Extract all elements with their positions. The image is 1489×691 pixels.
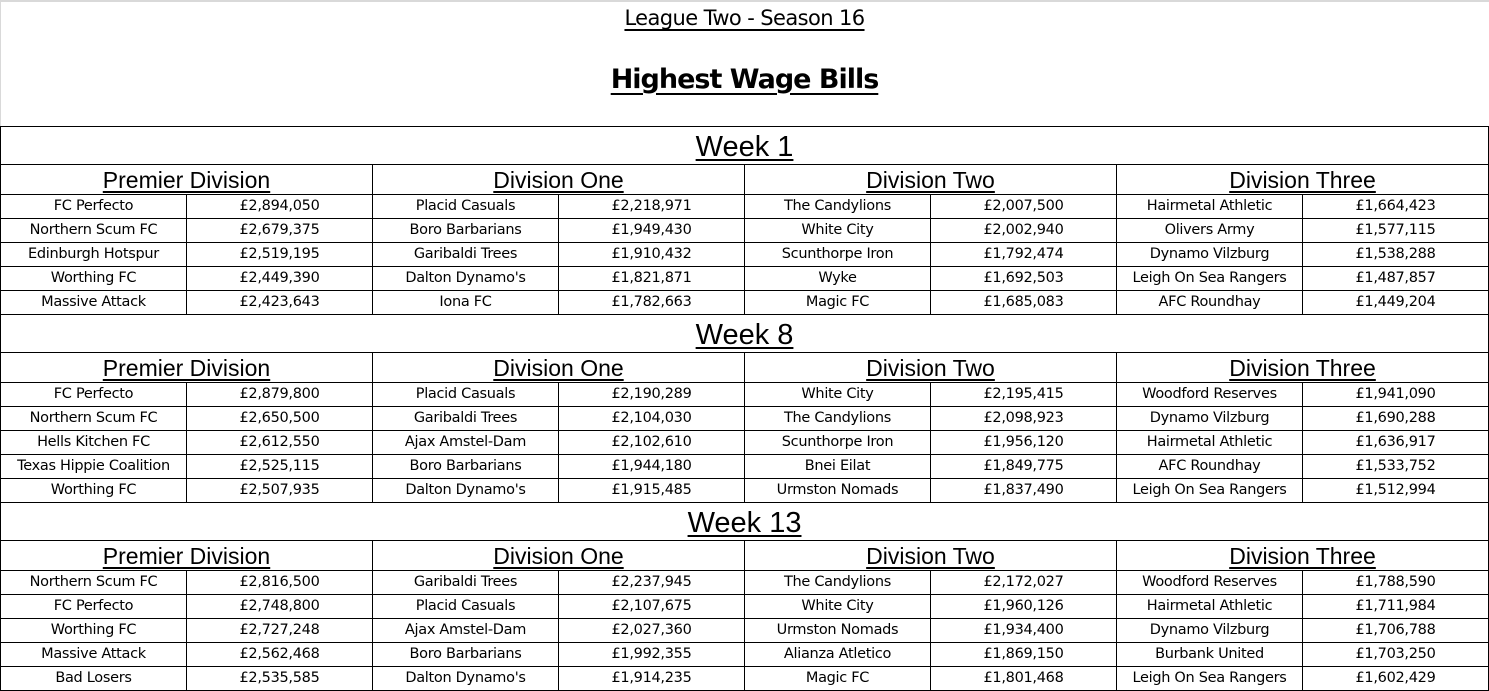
division-name: Division Two <box>866 543 995 569</box>
wage-bill-cell: £1,821,871 <box>559 267 745 291</box>
team-name-cell: Bnei Eilat <box>745 455 931 479</box>
division-header-division-one <box>373 165 745 195</box>
team-name-cell: Urmston Nomads <box>745 479 931 503</box>
team-name-cell: Leigh On Sea Rangers <box>1117 267 1303 291</box>
wage-bill-cell: £2,423,643 <box>187 291 373 315</box>
division-name: Division One <box>493 543 624 569</box>
wage-bill-cell: £2,894,050 <box>187 195 373 219</box>
team-name-cell: Scunthorpe Iron <box>745 243 931 267</box>
team-name-cell: The Candylions <box>745 571 931 595</box>
team-name-cell: Texas Hippie Coalition <box>1 455 187 479</box>
table-row <box>1 479 1489 503</box>
division-header-row <box>1 165 1489 195</box>
team-name-cell: Woodford Reserves <box>1117 383 1303 407</box>
team-name-cell: AFC Roundhay <box>1117 455 1303 479</box>
team-name-cell: Wyke <box>745 267 931 291</box>
wage-bill-cell: £1,837,490 <box>931 479 1117 503</box>
team-name-cell: Magic FC <box>745 291 931 315</box>
division-name: Premier Division <box>102 355 271 381</box>
wage-bill-cell: £1,636,917 <box>1303 431 1489 455</box>
wage-bill-cell: £2,748,800 <box>187 595 373 619</box>
team-name-cell: Bad Losers <box>1 667 187 691</box>
week-header-row <box>1 127 1489 165</box>
wage-bill-cell: £1,690,288 <box>1303 407 1489 431</box>
wage-bill-cell: £1,512,994 <box>1303 479 1489 503</box>
wage-bill-cell: £1,910,432 <box>559 243 745 267</box>
wage-bill-cell: £1,801,468 <box>931 667 1117 691</box>
wage-bill-cell: £2,449,390 <box>187 267 373 291</box>
team-name-cell: Dalton Dynamo's <box>373 479 559 503</box>
wage-bill-cell: £2,525,115 <box>187 455 373 479</box>
team-name-cell: AFC Roundhay <box>1117 291 1303 315</box>
wage-bill-cell: £2,102,610 <box>559 431 745 455</box>
team-name-cell: Burbank United <box>1117 643 1303 667</box>
division-header-division-two <box>745 541 1117 571</box>
wage-bill-cell: £1,685,083 <box>931 291 1117 315</box>
wage-bill-cell: £1,711,984 <box>1303 595 1489 619</box>
team-name-cell: Placid Casuals <box>373 595 559 619</box>
team-name-cell: FC Perfecto <box>1 383 187 407</box>
division-header-division-three <box>1117 541 1489 571</box>
week-label: Week 1 <box>695 131 794 163</box>
team-name-cell: Hells Kitchen FC <box>1 431 187 455</box>
division-header-row <box>1 541 1489 571</box>
division-header-division-one <box>373 541 745 571</box>
division-header-premier-division <box>1 353 373 383</box>
team-name-cell: Garibaldi Trees <box>373 243 559 267</box>
team-name-cell: Hairmetal Athletic <box>1117 195 1303 219</box>
wage-bill-cell: £1,706,788 <box>1303 619 1489 643</box>
division-header-division-two <box>745 353 1117 383</box>
team-name-cell: Scunthorpe Iron <box>745 431 931 455</box>
wage-bill-cell: £2,519,195 <box>187 243 373 267</box>
week-header-row <box>1 315 1489 353</box>
team-name-cell: Worthing FC <box>1 619 187 643</box>
table-row <box>1 407 1489 431</box>
team-name-cell: The Candylions <box>745 407 931 431</box>
week-header <box>1 503 1489 541</box>
team-name-cell: Massive Attack <box>1 291 187 315</box>
team-name-cell: Edinburgh Hotspur <box>1 243 187 267</box>
division-header-row <box>1 353 1489 383</box>
wage-bill-cell: £1,449,204 <box>1303 291 1489 315</box>
division-header-premier-division <box>1 541 373 571</box>
wage-bill-cell: £2,172,027 <box>931 571 1117 595</box>
wage-bills-table <box>0 126 1489 691</box>
wage-bill-cell: £2,650,500 <box>187 407 373 431</box>
wage-bill-cell: £1,849,775 <box>931 455 1117 479</box>
week-header <box>1 127 1489 165</box>
wage-bill-cell: £1,487,857 <box>1303 267 1489 291</box>
wage-bill-cell: £2,507,935 <box>187 479 373 503</box>
team-name-cell: White City <box>745 595 931 619</box>
table-row <box>1 243 1489 267</box>
team-name-cell: FC Perfecto <box>1 195 187 219</box>
division-header-premier-division <box>1 165 373 195</box>
wage-bill-cell: £2,002,940 <box>931 219 1117 243</box>
team-name-cell: FC Perfecto <box>1 595 187 619</box>
wage-bill-cell: £2,535,585 <box>187 667 373 691</box>
table-row <box>1 619 1489 643</box>
team-name-cell: Dynamo Vilzburg <box>1117 407 1303 431</box>
wage-bill-cell: £2,190,289 <box>559 383 745 407</box>
wage-bill-cell: £2,816,500 <box>187 571 373 595</box>
table-row <box>1 195 1489 219</box>
team-name-cell: White City <box>745 219 931 243</box>
team-name-cell: White City <box>745 383 931 407</box>
wage-bill-cell: £1,538,288 <box>1303 243 1489 267</box>
team-name-cell: Urmston Nomads <box>745 619 931 643</box>
table-row <box>1 667 1489 691</box>
page-title <box>0 64 1489 95</box>
division-name: Premier Division <box>102 167 271 193</box>
team-name-cell: Dynamo Vilzburg <box>1117 619 1303 643</box>
week-label: Week 8 <box>695 319 794 351</box>
wage-bill-cell: £1,782,663 <box>559 291 745 315</box>
wage-bill-cell: £2,612,550 <box>187 431 373 455</box>
wage-bill-cell: £1,941,090 <box>1303 383 1489 407</box>
table-row <box>1 291 1489 315</box>
team-name-cell: The Candylions <box>745 195 931 219</box>
division-name: Division Two <box>866 167 995 193</box>
wage-bill-cell: £1,944,180 <box>559 455 745 479</box>
league-title-text: League Two - Season 16 <box>624 6 865 30</box>
table-row <box>1 595 1489 619</box>
wage-bill-cell: £2,679,375 <box>187 219 373 243</box>
wage-bill-cell: £2,098,923 <box>931 407 1117 431</box>
team-name-cell: Worthing FC <box>1 267 187 291</box>
team-name-cell: Hairmetal Athletic <box>1117 595 1303 619</box>
team-name-cell: Leigh On Sea Rangers <box>1117 667 1303 691</box>
team-name-cell: Olivers Army <box>1117 219 1303 243</box>
week-label: Week 13 <box>687 507 802 539</box>
team-name-cell: Boro Barbarians <box>373 455 559 479</box>
division-name: Premier Division <box>102 543 271 569</box>
wage-bill-cell: £1,992,355 <box>559 643 745 667</box>
team-name-cell: Boro Barbarians <box>373 219 559 243</box>
wage-bill-cell: £1,577,115 <box>1303 219 1489 243</box>
team-name-cell: Alianza Atletico <box>745 643 931 667</box>
team-name-cell: Ajax Amstel-Dam <box>373 619 559 643</box>
team-name-cell: Placid Casuals <box>373 195 559 219</box>
table-row <box>1 267 1489 291</box>
table-row <box>1 219 1489 243</box>
table-row <box>1 383 1489 407</box>
division-name: Division Three <box>1229 543 1376 569</box>
wage-bill-cell: £1,664,423 <box>1303 195 1489 219</box>
wage-bill-cell: £1,915,485 <box>559 479 745 503</box>
team-name-cell: Garibaldi Trees <box>373 571 559 595</box>
wage-bill-cell: £1,956,120 <box>931 431 1117 455</box>
wage-bill-cell: £2,237,945 <box>559 571 745 595</box>
team-name-cell: Hairmetal Athletic <box>1117 431 1303 455</box>
league-title <box>0 6 1489 30</box>
team-name-cell: Massive Attack <box>1 643 187 667</box>
team-name-cell: Ajax Amstel-Dam <box>373 431 559 455</box>
table-row <box>1 571 1489 595</box>
team-name-cell: Northern Scum FC <box>1 571 187 595</box>
wage-bill-cell: £2,218,971 <box>559 195 745 219</box>
wage-bill-cell: £1,949,430 <box>559 219 745 243</box>
wage-bill-cell: £2,562,468 <box>187 643 373 667</box>
wage-bill-cell: £1,934,400 <box>931 619 1117 643</box>
wage-bill-cell: £2,007,500 <box>931 195 1117 219</box>
wage-bills-body <box>1 127 1489 691</box>
team-name-cell: Placid Casuals <box>373 383 559 407</box>
team-name-cell: Garibaldi Trees <box>373 407 559 431</box>
wage-bill-cell: £2,027,360 <box>559 619 745 643</box>
wage-bill-cell: £2,195,415 <box>931 383 1117 407</box>
division-name: Division Three <box>1229 355 1376 381</box>
wage-bill-cell: £1,869,150 <box>931 643 1117 667</box>
table-row <box>1 431 1489 455</box>
team-name-cell: Worthing FC <box>1 479 187 503</box>
division-name: Division Three <box>1229 167 1376 193</box>
division-header-division-two <box>745 165 1117 195</box>
team-name-cell: Dynamo Vilzburg <box>1117 243 1303 267</box>
wage-bill-cell: £2,107,675 <box>559 595 745 619</box>
division-header-division-one <box>373 353 745 383</box>
division-header-division-three <box>1117 165 1489 195</box>
wage-bill-cell: £2,727,248 <box>187 619 373 643</box>
team-name-cell: Iona FC <box>373 291 559 315</box>
team-name-cell: Leigh On Sea Rangers <box>1117 479 1303 503</box>
division-name: Division Two <box>866 355 995 381</box>
wage-bill-cell: £2,879,800 <box>187 383 373 407</box>
team-name-cell: Woodford Reserves <box>1117 571 1303 595</box>
wage-bill-cell: £1,602,429 <box>1303 667 1489 691</box>
week-header-row <box>1 503 1489 541</box>
team-name-cell: Dalton Dynamo's <box>373 267 559 291</box>
team-name-cell: Dalton Dynamo's <box>373 667 559 691</box>
wage-bill-cell: £1,960,126 <box>931 595 1117 619</box>
division-header-division-three <box>1117 353 1489 383</box>
table-row <box>1 643 1489 667</box>
team-name-cell: Magic FC <box>745 667 931 691</box>
division-name: Division One <box>493 167 624 193</box>
wage-bill-cell: £1,914,235 <box>559 667 745 691</box>
wage-bill-cell: £1,792,474 <box>931 243 1117 267</box>
wage-bill-cell: £2,104,030 <box>559 407 745 431</box>
wage-bill-cell: £1,533,752 <box>1303 455 1489 479</box>
division-name: Division One <box>493 355 624 381</box>
wage-bill-cell: £1,692,503 <box>931 267 1117 291</box>
wage-bill-cell: £1,788,590 <box>1303 571 1489 595</box>
team-name-cell: Northern Scum FC <box>1 219 187 243</box>
team-name-cell: Boro Barbarians <box>373 643 559 667</box>
page-title-text: Highest Wage Bills <box>610 64 879 95</box>
table-row <box>1 455 1489 479</box>
week-header <box>1 315 1489 353</box>
team-name-cell: Northern Scum FC <box>1 407 187 431</box>
wage-bill-cell: £1,703,250 <box>1303 643 1489 667</box>
